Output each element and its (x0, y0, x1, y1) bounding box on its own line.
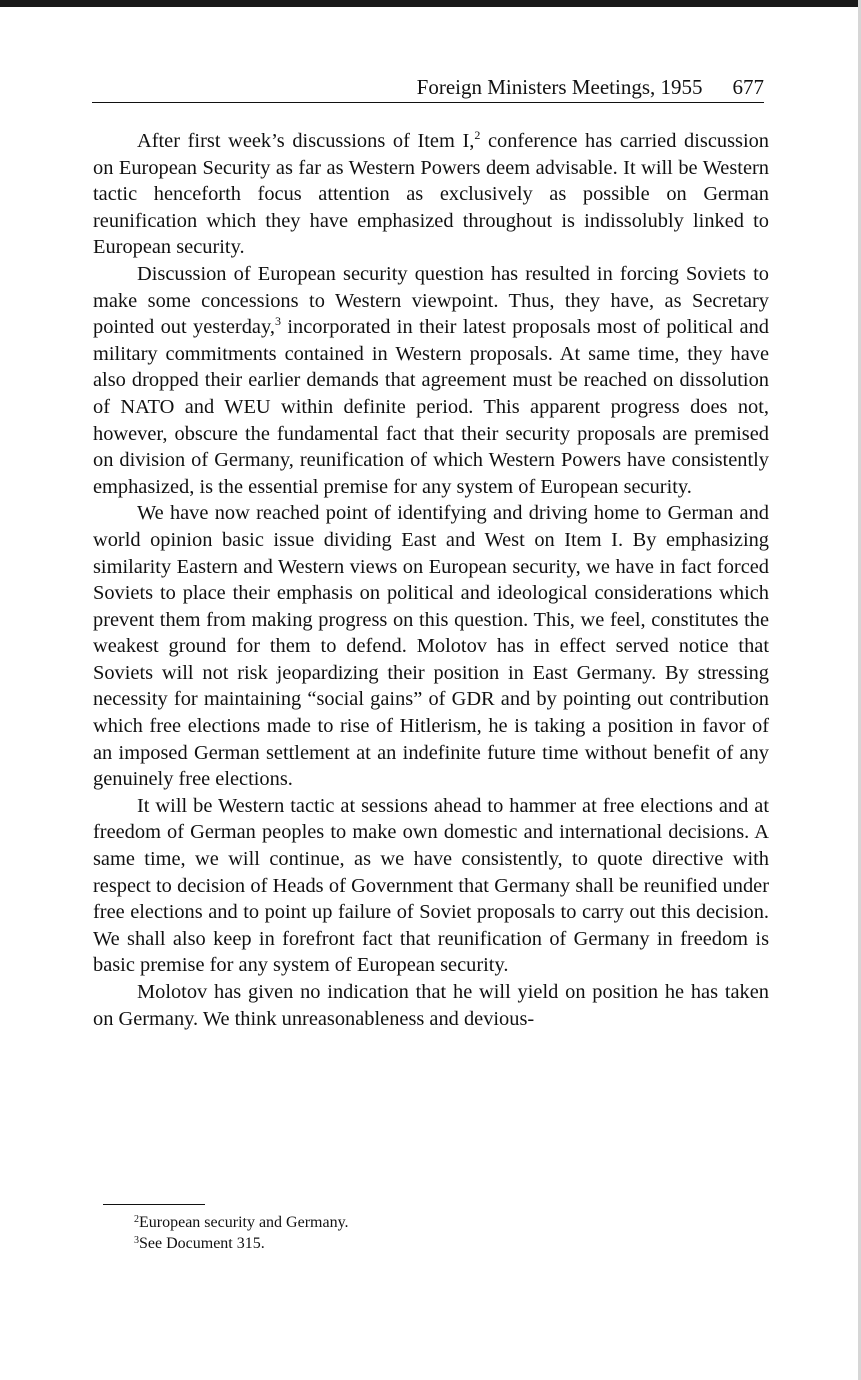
footnote-divider (103, 1204, 205, 1205)
footnote-3 (134, 1234, 754, 1255)
paragraph-1-text-b: conference has carried discussion on European Security as far as Western Powers deem advisable. It will be Western tactic henceforth focus attention as exclusively as possible on German reunification which they have emphasized throughout is indissolubly linked to European security. (93, 130, 769, 259)
paragraph-1 (93, 128, 769, 261)
body-text (93, 128, 769, 1032)
scan-top-edge (0, 0, 861, 7)
paragraph-2 (93, 261, 769, 500)
running-head-title: Foreign Ministers Meetings, 1955 (416, 75, 703, 99)
paragraph-1-text-a: After first week’s discussions of Item I, (137, 130, 475, 152)
footnote-text: European security and Germany. (139, 1214, 349, 1231)
page-number: 677 (732, 75, 764, 99)
footnote-marker: 2 (134, 1214, 139, 1225)
running-head (92, 74, 764, 103)
footnotes (134, 1213, 754, 1254)
paragraph-3: We have now reached point of identifying and driving home to German and world opinion basic issue dividing East and West on Item I. By emphasizing similarity Eastern and Western views on European security, we have in fact forced Soviets to place their emphasis on political and ideological considerations which prevent them from making progress on this question. This, we feel, constitutes the weakest ground for them to defend. Molotov has in effect served notice that Soviets will not risk jeopardizing their position in East Germany. By stressing necessity for maintaining “social gains” of GDR and by pointing out contribution which free elections made to rise of Hitlerism, he is taking a position in favor of an imposed German settlement at an indefinite future time without benefit of any genuinely free elections. (93, 502, 769, 791)
footnote-marker: 3 (134, 1234, 139, 1246)
paragraph-4: It will be Western tactic at sessions ahead to hammer at free elections and at freedom of German peoples to make own domestic and international decisions. A same time, we will continue, as we have consistently, to quote directive with respect to decision of Heads of Government that Germany shall be reunified under free elections and to point up failure of Soviet proposals to carry out this decision. We shall also keep in forefront fact that reunification of Germany in freedom is basic premise for any system of European security. (93, 794, 769, 977)
footnote-ref-3: 3 (274, 314, 281, 329)
footnote-2 (134, 1213, 754, 1234)
footnote-ref-2: 2 (474, 128, 481, 142)
paragraph-5: Molotov has given no indication that he will yield on position he has taken on Germany. We think unreasonableness and devious- (93, 981, 769, 1030)
paragraph-2-text-b: incorporated in their latest proposals most of political and military commitments contained in Western proposals. At same time, they have also dropped their earlier demands that agreement must be reached on dissolution of NATO and WEU within definite period. This apparent progress does not, however, obscure the fundamental fact that their security proposals are premised on division of Germany, reunification of which Western Powers have consistently emphasized, is the essential premise for any system of European security. (93, 316, 769, 498)
footnote-text: See Document 315. (139, 1234, 265, 1252)
paragraph-2-text-a: Discussion of European security question has resulted in forcing Soviets to make some concessions to Western viewpoint. Thus, they have, as Secretary pointed out yesterday, (93, 262, 769, 339)
